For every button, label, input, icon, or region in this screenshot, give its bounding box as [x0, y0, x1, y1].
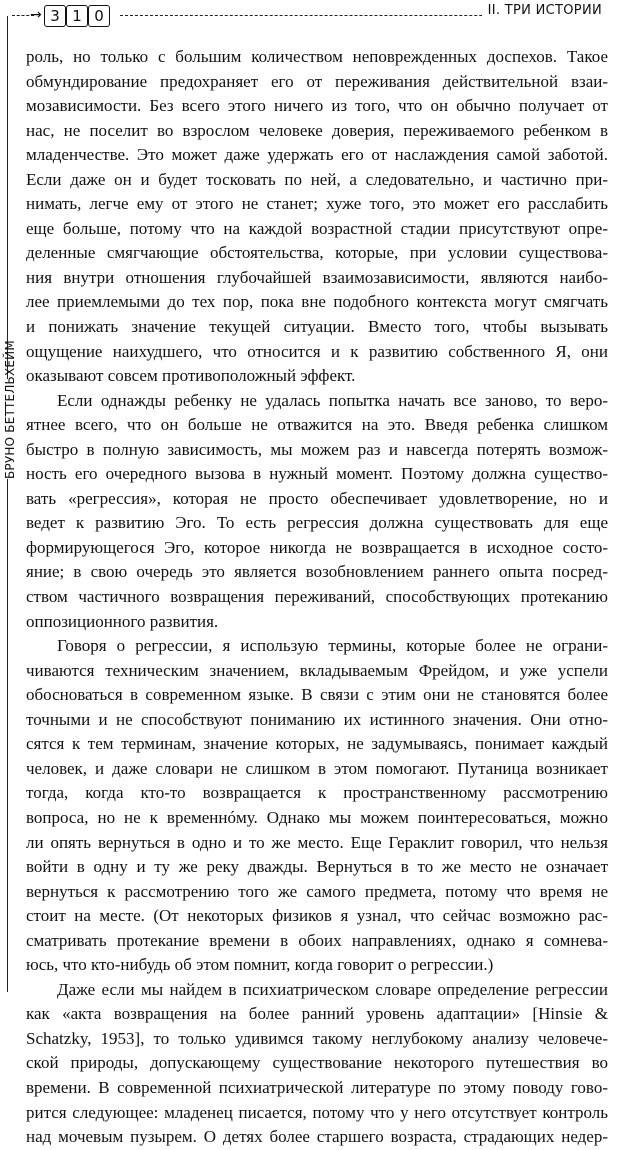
margin-author-name: БРУНО БЕТТЕЛЬХЕЙМ	[3, 340, 17, 479]
running-head: II. ТРИ ИСТОРИИ	[482, 0, 602, 22]
text-line: точными и не способствуют пониманию их истинного значения. Они отно-	[26, 709, 608, 729]
page-number-digit: 1	[66, 5, 88, 27]
text-line: обосноваться в современном языке. В связи с этим они не становятся более	[26, 685, 608, 705]
text-line: нимать, легче ему от этого не станет; хуже того, это может его расслабить	[26, 194, 608, 214]
text-line: деленные смягчающие обстоятельства, которые, при условии существова-	[26, 243, 608, 263]
page-number-digit: 0	[88, 5, 110, 27]
text-line: ством частичного возвращения переживаний, способствующих протеканию	[26, 587, 608, 607]
text-line: оказывают совсем противоположный эффект.	[26, 366, 356, 386]
main-text	[26, 45, 608, 1150]
text-line: Даже если мы найдем в психиатрическом словаре определение регрессии	[57, 979, 608, 999]
text-line: как «акта возвращения на более ранний уровень адаптации» [Hinsie &	[26, 1004, 608, 1024]
text-line: тогда, когда кто-то возвращается к пространственному рассмотрению	[26, 783, 608, 803]
text-line: Говоря о регрессии, я использую термины, которые более не ограни-	[57, 636, 608, 656]
text-line: оппозиционного развития.	[26, 611, 219, 631]
text-line: лее приемлемыми до тех пор, пока вне подобного контекста могут смягчать	[26, 292, 608, 312]
text-line: ведет к развитию Эго. То есть регрессия должна существовать для еще	[26, 513, 608, 533]
text-line: мозависимости. Без всего этого ничего из того, что он обычно получает от	[26, 96, 608, 116]
text-line: вопроса, но не к временнóму. Однако мы можем поинтересоваться, можно	[26, 807, 608, 827]
margin-rule	[7, 16, 8, 992]
text-line: ятнее всего, что он больше не отважится на это. Введя ребенка слишком	[26, 415, 608, 435]
page-header	[0, 0, 620, 40]
text-line: вернуться к рассмотрению того же самого предмета, потому что время не	[26, 881, 608, 901]
text-line: ли опять вернуться в одно и то же место. Еще Гераклит говорил, что нельзя	[26, 832, 608, 852]
page-number-digit: 3	[44, 5, 66, 27]
text-line: роль, но только с большим количеством неповрежденных доспехов. Такое	[26, 47, 608, 66]
text-line: чиваются техническим значением, вкладываемым Фрейдом, и уже успели	[26, 660, 608, 680]
text-line: юсь, что кто-нибудь об этом помнит, когда говорит о регрессии.)	[26, 955, 494, 975]
text-line: сматривать протекание времени в обоих направлениях, однако я сомнева-	[26, 930, 608, 950]
text-line: ощущение наихудшего, что относится и к развитию собственного Я, они	[26, 341, 608, 361]
text-line: ской природы, допускающему существование некоторого путешествия во	[26, 1053, 608, 1073]
text-line: Если даже он и будет тосковать по ней, а следовательно, и частично при-	[26, 169, 608, 189]
text-line: ния внутри отношения глубочайшей взаимозависимости, являются наибо-	[26, 267, 608, 287]
text-line: нас, не поселит во взрослом человеке доверия, переживаемого ребенком в	[26, 120, 608, 140]
text-line: и понижать значение текущей ситуации. Вместо того, чтобы вызывать	[26, 317, 608, 337]
text-line: вать «регрессия», которая не просто обеспечивает удовлетворение, но и	[26, 488, 608, 508]
text-line: обмундирование предохраняет его от переживания действительной взаи-	[26, 71, 608, 91]
text-line: Schatzky, 1953], то только удивимся такому неглубокому анализу человече-	[26, 1028, 608, 1048]
text-line: рится следующее: младенец писается, потому что у него отсутствует контроль	[26, 1102, 608, 1122]
arrow-right-icon: →	[30, 7, 42, 23]
text-line: сятся к тем терминам, значение которых, не задумываясь, понимает каждый	[26, 734, 608, 754]
text-line: Если однажды ребенку не удалась попытка начать все заново, то веро-	[57, 390, 608, 410]
text-line: ность его очередного вызова в нужный момент. Поэтому должна существо-	[26, 464, 608, 484]
text-line: еще больше, потому что на каждой возрастной стадии присутствуют опре-	[26, 218, 608, 238]
text-line: стоит на месте. (От некоторых физиков я узнал, что сейчас возможно рас-	[26, 906, 608, 926]
text-line: войти в одну и ту же реку дважды. Вернуться в то же место не означает	[26, 857, 608, 877]
text-line: над мочевым пузырем. О детях более старшего возраста, страдающих недер-	[26, 1127, 608, 1147]
text-line: человек, и даже словари не слишком в этом помогают. Путаница возникает	[26, 758, 608, 778]
text-line: яние; в свою очередь это является возобновлением раннего опыта посред-	[26, 562, 608, 582]
text-line: времени. В современной психиатрической литературе по этому поводу гово-	[26, 1077, 608, 1097]
text-line: формирующегося Эго, которое никогда не возвращается в исходное состо-	[26, 537, 608, 557]
text-line: младенчестве. Это может даже удержать его от наслаждения самой заботой.	[26, 145, 608, 165]
text-line: быстро в полную зависимость, мы можем раз и навсегда потерять возмож-	[26, 439, 608, 459]
